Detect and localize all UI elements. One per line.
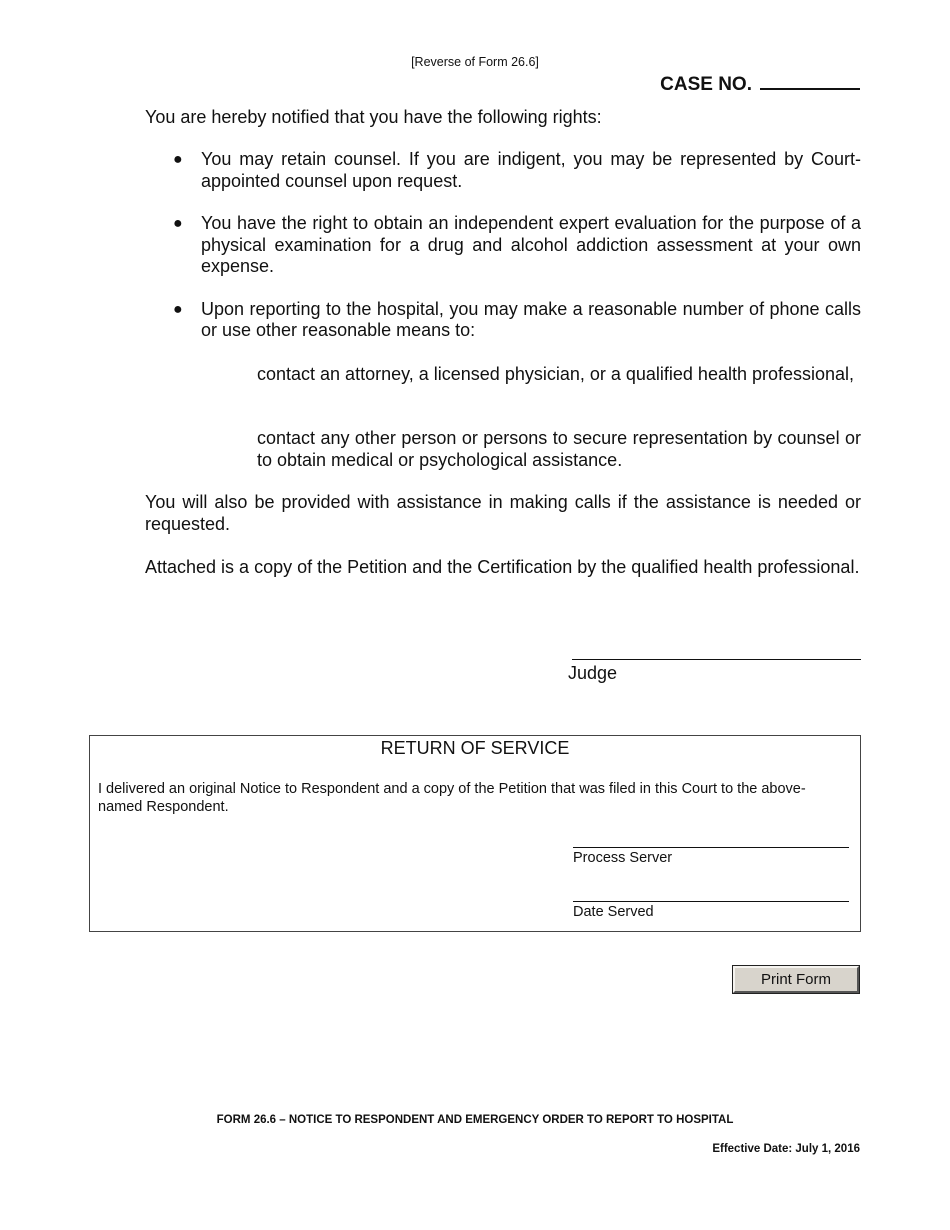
right-text: You may retain counsel. If you are indigent, you may be represented by Court-appointed counsel upon request.	[201, 149, 861, 191]
date-served-label: Date Served	[573, 904, 654, 920]
right-item-counsel	[170, 149, 861, 192]
rights-intro: You are hereby notified that you have the following rights:	[145, 107, 602, 127]
sub-item-contact-other: contact any other person or persons to secure representation by counsel or to obtain medical or psychological assistance.	[257, 428, 861, 470]
print-form-button[interactable]: Print Form	[733, 966, 859, 993]
reverse-note: [Reverse of Form 26.6]	[411, 55, 539, 69]
process-server-label: Process Server	[573, 850, 673, 866]
judge-label: Judge	[568, 663, 618, 683]
case-number-label: CASE NO.	[660, 74, 752, 95]
bullet-icon: ●	[173, 300, 183, 318]
footer-effective-date: Effective Date: July 1, 2016	[712, 1143, 860, 1155]
attached-paragraph: Attached is a copy of the Petition and the Certification by the qualified health professional.	[145, 557, 860, 577]
rights-list	[170, 149, 861, 363]
judge-signature-line	[572, 659, 861, 660]
right-text: You have the right to obtain an independent expert evaluation for the purpose of a physical examination for a drug and alcohol addiction assessment at your own expense.	[201, 213, 861, 276]
return-of-service-box	[89, 735, 861, 932]
date-served-line	[573, 901, 849, 902]
process-server-signature-line	[573, 847, 849, 848]
sub-item-contact-attorney: contact an attorney, a licensed physician, or a qualified health professional,	[257, 364, 855, 384]
return-of-service-title: RETURN OF SERVICE	[380, 738, 570, 758]
right-item-phone-calls	[170, 299, 861, 342]
assistance-paragraph: You will also be provided with assistance in making calls if the assistance is needed or requested.	[145, 492, 861, 534]
footer-form-title: FORM 26.6 – NOTICE TO RESPONDENT AND EMERGENCY ORDER TO REPORT TO HOSPITAL	[216, 1114, 734, 1126]
case-number	[660, 70, 860, 96]
bullet-icon: ●	[173, 215, 183, 232]
case-number-blank	[760, 70, 860, 90]
right-text: Upon reporting to the hospital, you may make a reasonable number of phone calls or use other reasonable means to:	[201, 298, 861, 340]
bullet-icon: ●	[173, 151, 183, 168]
right-item-evaluation	[170, 213, 861, 278]
return-of-service-text: I delivered an original Notice to Respondent and a copy of the Petition that was filed in this Court to the above-named Respondent.	[98, 781, 806, 815]
